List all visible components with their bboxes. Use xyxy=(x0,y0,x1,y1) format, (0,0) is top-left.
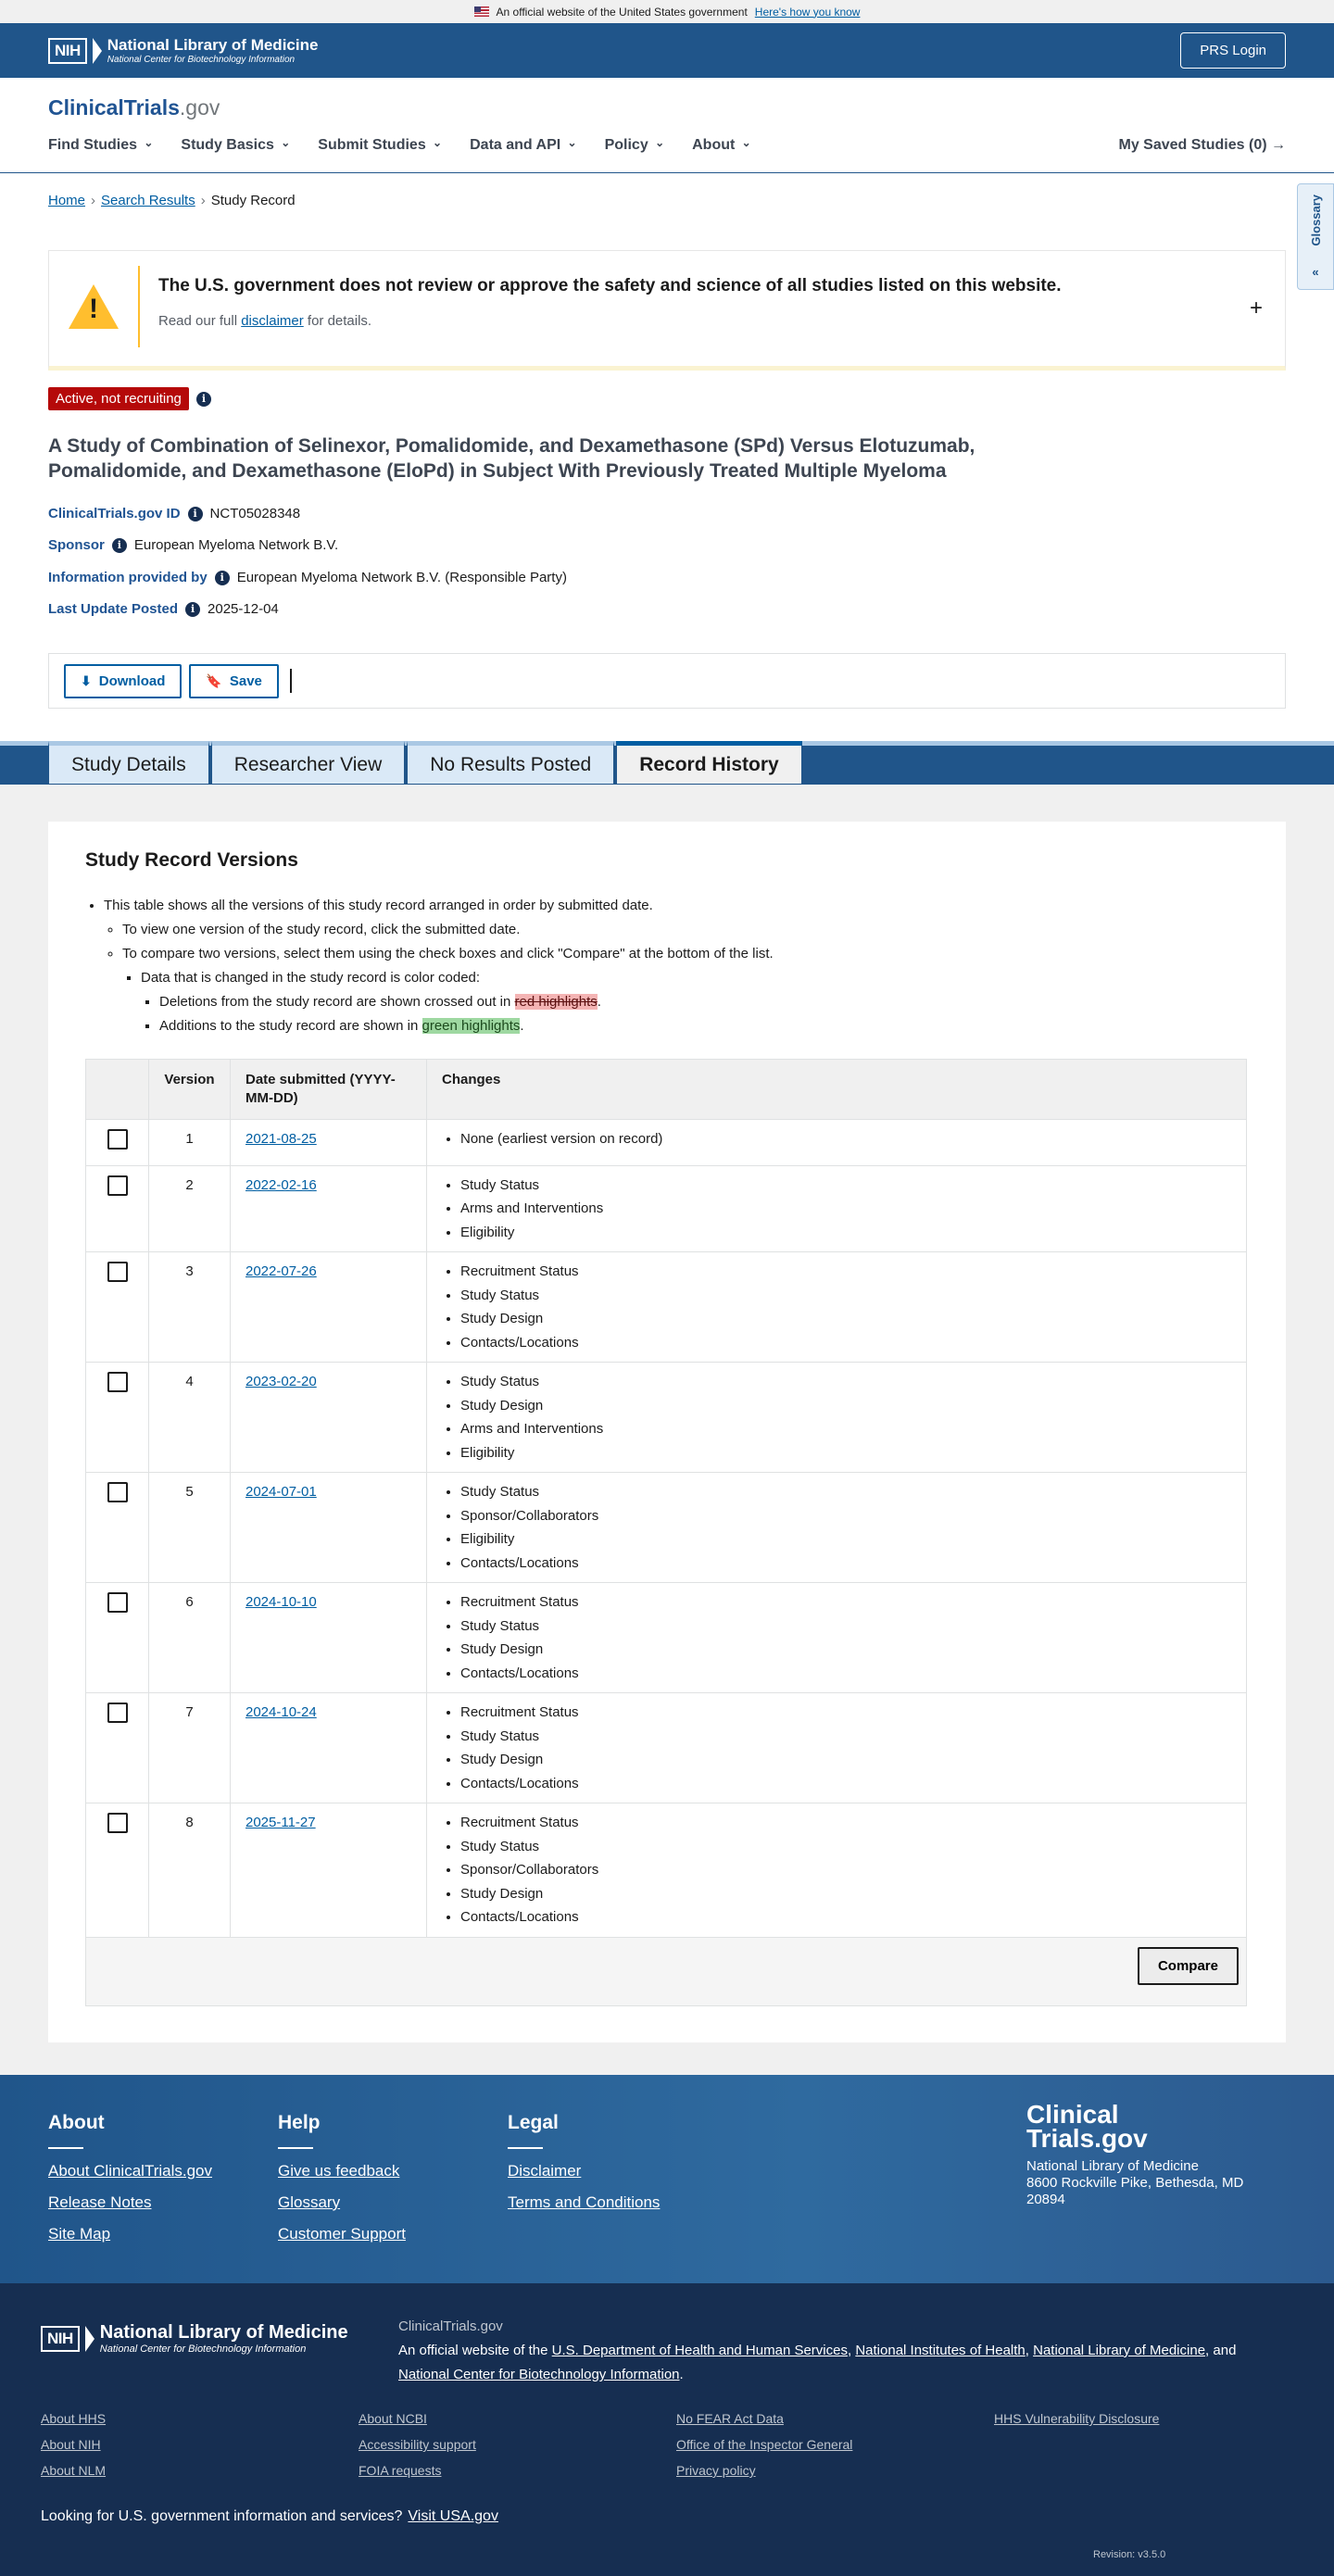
status-badge: Active, not recruiting xyxy=(48,387,189,410)
study-status xyxy=(48,387,211,410)
green-highlight-sample: green highlights xyxy=(422,1018,521,1034)
expand-plus-icon[interactable]: + xyxy=(1249,295,1263,320)
version-cell: 1 xyxy=(149,1120,231,1166)
changes-cell xyxy=(427,1252,1247,1363)
changes-cell xyxy=(427,1120,1247,1166)
compare-cell xyxy=(86,1937,1247,2005)
actions-bar xyxy=(48,653,1286,709)
last-update-value: 2025-12-04 xyxy=(208,601,279,617)
alert-text-pre: Read our full xyxy=(158,313,242,329)
info-icon[interactable]: i xyxy=(196,392,211,407)
footer-link-terms[interactable]: Terms and Conditions xyxy=(508,2193,661,2211)
double-chevron-left-icon: « xyxy=(1312,265,1319,280)
date-cell xyxy=(231,1120,427,1166)
meta-info-row xyxy=(48,570,567,585)
nih-chevron-icon xyxy=(93,38,102,64)
change-item: • Study Design xyxy=(460,1882,1231,1906)
intro-item: • This table shows all the versions of this study record arranged in order by submitted date. xyxy=(104,894,1197,918)
change-item: • Arms and Interventions xyxy=(460,1417,1231,1441)
version-checkbox[interactable] xyxy=(107,1813,128,1833)
del-post: . xyxy=(597,994,601,1010)
footer-bar xyxy=(508,2147,543,2149)
footer-bar xyxy=(278,2147,313,2149)
footer-official-info xyxy=(398,2315,1260,2387)
change-item: • Eligibility xyxy=(460,1527,1231,1552)
version-date-link[interactable]: 2025-11-27 xyxy=(245,1815,316,1830)
ncbi-link[interactable]: National Center for Biotechnology Information xyxy=(398,2367,680,2382)
download-label: Download xyxy=(98,672,166,689)
tab-record-history[interactable]: Record History xyxy=(616,741,802,785)
change-item: • Study Design xyxy=(460,1307,1231,1331)
breadcrumb-home[interactable]: Home xyxy=(48,193,86,208)
nlm-title: National Library of Medicine xyxy=(99,2322,348,2343)
table-footer-row xyxy=(86,1937,1247,2005)
version-cell: 7 xyxy=(149,1693,231,1803)
tabs xyxy=(48,741,802,785)
nih-box-text: NIH xyxy=(47,2329,73,2347)
version-date-link[interactable]: 2024-10-24 xyxy=(245,1704,317,1720)
compare-button[interactable]: Compare xyxy=(1138,1947,1239,1985)
select-cell xyxy=(86,1473,149,1583)
id-label: ClinicalTrials.gov ID xyxy=(48,506,181,521)
change-item: • Contacts/Locations xyxy=(460,1662,1231,1686)
alert-icon-container xyxy=(49,266,140,347)
nih-link[interactable]: National Institutes of Health xyxy=(855,2343,1026,2358)
intro-item: ▪ Data that is changed in the study record is color coded: xyxy=(141,966,1197,990)
version-checkbox[interactable] xyxy=(107,1592,128,1613)
version-checkbox[interactable] xyxy=(107,1703,128,1723)
footer-link-release-notes[interactable]: Release Notes xyxy=(48,2193,152,2211)
footer-link-feedback[interactable]: Give us feedback xyxy=(278,2162,400,2180)
table-row xyxy=(86,1252,1247,1363)
change-item: • Study Status xyxy=(460,1835,1231,1859)
info-icon[interactable]: i xyxy=(215,571,230,585)
footer-link-disclaimer[interactable]: Disclaimer xyxy=(508,2162,582,2180)
footer-gov-link[interactable]: About HHS xyxy=(41,2411,107,2426)
change-item: • Eligibility xyxy=(460,1441,1231,1465)
change-item: • Study Status xyxy=(460,1615,1231,1639)
version-cell: 5 xyxy=(149,1473,231,1583)
save-label: Save xyxy=(229,672,262,689)
footer-legal-heading: Legal xyxy=(508,2112,559,2133)
footer-nlm xyxy=(0,2283,1334,2576)
changes-cell xyxy=(427,1473,1247,1583)
change-item: • Study Design xyxy=(460,1394,1231,1418)
prs-login-button[interactable]: PRS Login xyxy=(1180,32,1286,69)
nav-about[interactable]: About ⌄ xyxy=(692,137,751,154)
select-cell xyxy=(86,1583,149,1693)
breadcrumb-current: Study Record xyxy=(210,193,296,208)
version-date-link[interactable]: 2022-07-26 xyxy=(245,1263,317,1279)
footer-link-about[interactable]: About ClinicalTrials.gov xyxy=(48,2162,212,2180)
version-date-link[interactable]: 2023-02-20 xyxy=(245,1374,317,1389)
official-pre: An official website of the xyxy=(398,2343,552,2358)
header-version: Version xyxy=(149,1060,231,1120)
header-select xyxy=(86,1060,149,1120)
version-cell: 3 xyxy=(149,1252,231,1363)
nlm-link[interactable]: National Library of Medicine xyxy=(1033,2343,1206,2358)
version-date-link[interactable]: 2021-08-25 xyxy=(245,1131,317,1147)
footer-gov-link[interactable]: Accessibility support xyxy=(359,2437,476,2452)
chevron-right-icon: › xyxy=(91,193,96,208)
last-update-label: Last Update Posted xyxy=(48,601,179,617)
footer-official-line: An official website of the U.S. Department of Health and Human Services, National Institutes of Health, National Library of Medicine, and National Center for Biotechnology Information. xyxy=(398,2343,1237,2382)
footer-gov-empty xyxy=(994,2437,1272,2452)
changes-cell xyxy=(427,1583,1247,1693)
my-saved-studies-link[interactable] xyxy=(1119,137,1287,154)
changes-cell xyxy=(427,1363,1247,1473)
versions-intro xyxy=(85,894,1197,1038)
footer-nih-logo[interactable] xyxy=(41,2322,348,2355)
date-cell xyxy=(231,1473,427,1583)
change-item: • Contacts/Locations xyxy=(460,1331,1231,1355)
nih-box xyxy=(48,38,87,64)
footer-addr2: 8600 Rockville Pike, Bethesda, MD 20894 xyxy=(1026,2175,1244,2207)
footer-about-heading: About xyxy=(48,2112,105,2133)
nav-submit-studies[interactable]: Submit Studies ⌄ xyxy=(318,137,442,154)
nct-id: NCT05028348 xyxy=(209,506,301,521)
change-item: • Contacts/Locations xyxy=(460,1905,1231,1929)
nav-data-api[interactable]: Data and API ⌄ xyxy=(470,137,576,154)
alert-text-post: for details. xyxy=(303,313,372,329)
change-item: • Arms and Interventions xyxy=(460,1197,1231,1221)
version-date-link[interactable]: 2022-02-16 xyxy=(245,1176,317,1193)
intro-item: ◦ To view one version of the study record, click the submitted date. xyxy=(122,918,1197,942)
select-cell xyxy=(86,1693,149,1803)
versions-table xyxy=(85,1059,1247,2006)
footer-gov-link[interactable]: About NCBI xyxy=(359,2411,427,2426)
footer-gov-links xyxy=(41,2411,1245,2478)
footer-about-col xyxy=(48,2112,212,2256)
sponsor-label: Sponsor xyxy=(48,537,105,553)
gov-banner xyxy=(0,0,1334,23)
logo-part-a: ClinicalTrials xyxy=(48,95,180,119)
footer-help-col xyxy=(278,2112,406,2256)
footer-link-site-map[interactable]: Site Map xyxy=(48,2225,111,2243)
breadcrumb-search-results[interactable]: Search Results xyxy=(101,193,195,208)
table-row xyxy=(86,1803,1247,1938)
download-button[interactable] xyxy=(64,664,182,698)
alert-heading: The U.S. government does not review or approve the safety and science of all studies listed on this website. xyxy=(158,276,1062,295)
change-item: • Recruitment Status xyxy=(460,1590,1231,1615)
changes-cell xyxy=(427,1803,1247,1938)
header-changes: Changes xyxy=(427,1060,1247,1120)
footer-gov-link[interactable]: Office of the Inspector General xyxy=(676,2437,853,2452)
version-checkbox[interactable] xyxy=(107,1372,128,1392)
and-text: , and xyxy=(1205,2343,1237,2358)
info-icon[interactable]: i xyxy=(112,538,127,553)
nih-text xyxy=(100,2322,348,2355)
nih-chevron-icon xyxy=(85,2326,94,2352)
version-cell: 8 xyxy=(149,1803,231,1938)
meta-update-row xyxy=(48,601,279,617)
study-title: A Study of Combination of Selinexor, Pomalidomide, and Dexamethasone (SPd) Versus Elotuzumab, Pomalidomide, and Dexamethasone (EloPd) in Subject With Previously Treated Multiple Myeloma xyxy=(48,435,975,483)
clinicaltrials-logo[interactable] xyxy=(48,95,220,120)
footer-help-heading: Help xyxy=(278,2112,321,2133)
nih-box-text: NIH xyxy=(55,41,81,59)
intro-deletions xyxy=(159,990,1197,1014)
version-cell: 4 xyxy=(149,1363,231,1473)
glossary-label: Glossary xyxy=(1308,194,1323,246)
footer-gov-link[interactable]: No FEAR Act Data xyxy=(676,2411,784,2426)
footer-link-support[interactable]: Customer Support xyxy=(278,2225,406,2243)
table-row xyxy=(86,1120,1247,1166)
footer-main xyxy=(0,2075,1334,2283)
footer-gov-link[interactable]: About NIH xyxy=(41,2437,101,2452)
select-cell xyxy=(86,1803,149,1938)
footer-logo-b: Trials.gov xyxy=(1026,2124,1148,2153)
save-button[interactable] xyxy=(189,664,278,698)
footer-address xyxy=(1026,2158,1286,2208)
table-row xyxy=(86,1363,1247,1473)
usa-pre: Looking for U.S. government information and services? xyxy=(41,2508,403,2524)
glossary-tab[interactable] xyxy=(1297,183,1334,290)
footer-gov-link[interactable]: HHS Vulnerability Disclosure xyxy=(994,2411,1160,2426)
gov-banner-text: An official website of the United States government xyxy=(496,5,748,19)
change-item: • Study Status xyxy=(460,1725,1231,1749)
select-cell xyxy=(86,1363,149,1473)
alert-text xyxy=(158,313,371,329)
footer-legal-col xyxy=(508,2112,660,2225)
disclaimer-link[interactable]: disclaimer xyxy=(241,313,304,329)
version-checkbox[interactable] xyxy=(107,1129,128,1150)
change-item: • Study Status xyxy=(460,1284,1231,1308)
info-provided-label: Information provided by xyxy=(48,570,208,585)
version-date-link[interactable]: 2024-10-10 xyxy=(245,1594,317,1610)
nav-policy[interactable]: Policy ⌄ xyxy=(605,137,665,154)
version-cell: 6 xyxy=(149,1583,231,1693)
footer-logo xyxy=(1026,2100,1286,2208)
nih-text xyxy=(107,36,319,65)
sponsor-value: European Myeloma Network B.V. xyxy=(133,537,339,553)
version-checkbox[interactable] xyxy=(107,1262,128,1282)
change-item: • Eligibility xyxy=(460,1221,1231,1245)
meta-id-row xyxy=(48,506,300,521)
download-icon: ⬇ xyxy=(81,672,92,688)
change-item: • Recruitment Status xyxy=(460,1811,1231,1835)
add-post: . xyxy=(520,1018,524,1034)
info-provided-value: European Myeloma Network B.V. (Responsible Party) xyxy=(236,570,567,585)
table-row xyxy=(86,1583,1247,1693)
table-row xyxy=(86,1165,1247,1252)
version-checkbox[interactable] xyxy=(107,1482,128,1502)
change-item: • Study Design xyxy=(460,1748,1231,1772)
change-item: • None (earliest version on record) xyxy=(460,1127,1231,1151)
meta-sponsor-row xyxy=(48,537,338,553)
footer-gov-link[interactable]: FOIA requests xyxy=(359,2463,442,2478)
select-cell xyxy=(86,1120,149,1166)
change-item: • Study Status xyxy=(460,1370,1231,1394)
footer-ct-label: ClinicalTrials.gov xyxy=(398,2318,503,2334)
nih-logo[interactable] xyxy=(48,36,318,65)
select-cell xyxy=(86,1165,149,1252)
date-cell xyxy=(231,1583,427,1693)
change-item: • Contacts/Locations xyxy=(460,1552,1231,1576)
usa-gov-link[interactable]: Visit USA.gov xyxy=(408,2508,498,2524)
date-cell xyxy=(231,1693,427,1803)
breadcrumb xyxy=(48,193,296,208)
change-item: • Recruitment Status xyxy=(460,1701,1231,1725)
revision: Revision: v3.5.0 xyxy=(1093,2549,1166,2560)
del-pre: Deletions from the study record are shown crossed out in xyxy=(159,994,515,1010)
warning-icon: ! xyxy=(69,284,119,329)
version-checkbox[interactable] xyxy=(107,1175,128,1196)
versions-card xyxy=(48,822,1286,2042)
heres-how-you-know-link[interactable]: Here's how you know xyxy=(754,5,861,19)
version-cell: 2 xyxy=(149,1165,231,1252)
header-date: Date submitted (YYYY-MM-DD) xyxy=(231,1060,427,1120)
logo-part-b: .gov xyxy=(179,95,220,119)
saved-label: My Saved Studies (0) xyxy=(1118,137,1267,153)
info-icon[interactable]: i xyxy=(188,507,203,521)
tab-researcher-view[interactable]: Researcher View xyxy=(211,741,406,785)
nav-find-studies[interactable]: Find Studies ⌄ xyxy=(48,137,153,154)
nlm-title: National Library of Medicine xyxy=(107,36,319,54)
date-cell xyxy=(231,1363,427,1473)
table-header-row xyxy=(86,1060,1247,1120)
tab-study-details[interactable]: Study Details xyxy=(48,741,209,785)
bookmark-icon: 🔖 xyxy=(206,672,222,688)
change-item: • Recruitment Status xyxy=(460,1260,1231,1284)
tab-no-results-posted[interactable]: No Results Posted xyxy=(407,741,614,785)
arrow-right-icon: → xyxy=(1271,137,1286,153)
change-item: • Study Status xyxy=(460,1174,1231,1198)
change-item: • Study Design xyxy=(460,1638,1231,1662)
select-cell xyxy=(86,1252,149,1363)
site-header xyxy=(0,78,1334,173)
table-row xyxy=(86,1473,1247,1583)
footer-logo-text xyxy=(1026,2100,1286,2153)
disclaimer-alert xyxy=(48,250,1286,371)
intro-item: ◦ To compare two versions, select them using the check boxes and click "Compare" at the bottom of the list. xyxy=(122,942,1197,966)
hhs-link[interactable]: U.S. Department of Health and Human Services xyxy=(551,2343,848,2358)
footer-gov-link[interactable]: Privacy policy xyxy=(676,2463,756,2478)
info-icon[interactable]: i xyxy=(185,602,200,617)
changes-cell xyxy=(427,1165,1247,1252)
nav-study-basics[interactable]: Study Basics ⌄ xyxy=(181,137,290,154)
nih-header xyxy=(0,23,1334,78)
chevron-right-icon: › xyxy=(200,193,206,208)
change-item: • Study Status xyxy=(460,1480,1231,1504)
ncbi-subtitle: National Center for Biotechnology Information xyxy=(99,2344,307,2355)
main-nav xyxy=(48,137,751,154)
add-pre: Additions to the study record are shown in xyxy=(159,1018,422,1034)
changes-cell xyxy=(427,1693,1247,1803)
footer-logo-a: Clinical xyxy=(1026,2100,1119,2129)
ncbi-subtitle: National Center for Biotechnology Information xyxy=(107,55,296,65)
footer-link-glossary[interactable]: Glossary xyxy=(278,2193,341,2211)
table-row xyxy=(86,1693,1247,1803)
date-cell xyxy=(231,1803,427,1938)
change-item: • Sponsor/Collaborators xyxy=(460,1858,1231,1882)
change-item: • Sponsor/Collaborators xyxy=(460,1504,1231,1528)
version-date-link[interactable]: 2024-07-01 xyxy=(245,1484,317,1500)
actions-divider xyxy=(290,669,292,693)
footer-bar xyxy=(48,2147,83,2149)
footer-gov-link[interactable]: About NLM xyxy=(41,2463,107,2478)
date-cell xyxy=(231,1165,427,1252)
footer-addr1: National Library of Medicine xyxy=(1026,2158,1199,2174)
usa-gov-line xyxy=(41,2508,498,2525)
intro-additions xyxy=(159,1014,1197,1038)
nih-box xyxy=(41,2326,80,2352)
versions-title: Study Record Versions xyxy=(85,849,298,871)
change-item: • Contacts/Locations xyxy=(460,1772,1231,1796)
red-highlight-sample: red highlights xyxy=(514,994,598,1010)
us-flag-icon xyxy=(474,6,489,17)
date-cell xyxy=(231,1252,427,1363)
